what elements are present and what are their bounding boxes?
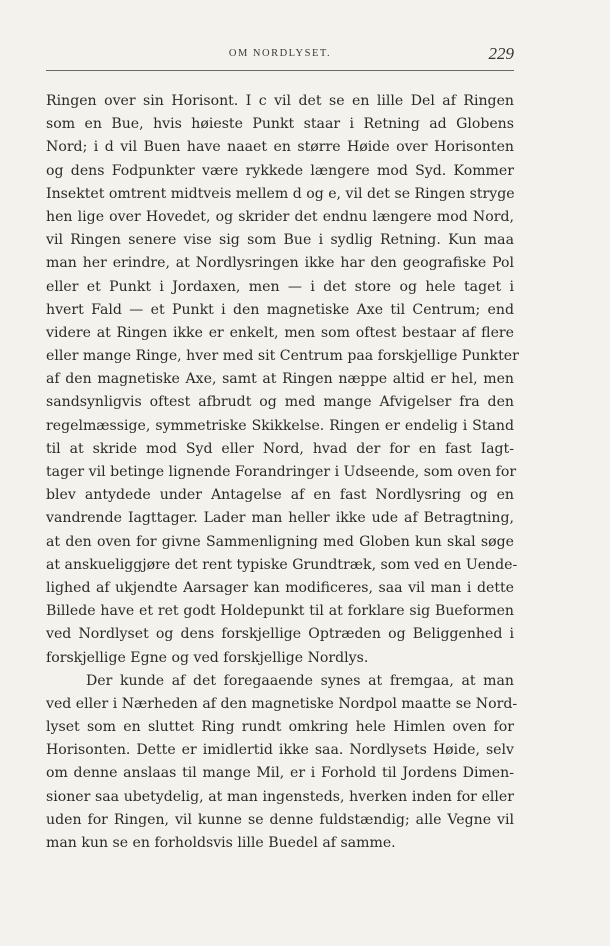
text-line: videre at Ringen ikke er enkelt, men som oftest bestaar af flere	[46, 324, 514, 341]
text-line: ved eller i Nærheden af den magnetiske Nordpol maatte se Nord-	[46, 695, 518, 712]
page-header	[46, 44, 514, 68]
text-line: eller et Punkt i Jordaxen, men — i det store og hele taget i	[46, 278, 514, 295]
text-line: til at skride mod Syd eller Nord, hvad der for en fast Iagt-	[46, 440, 514, 457]
text-line: hen lige over Hovedet, og skrider det endnu længere mod Nord,	[46, 208, 514, 225]
text-line: blev antydede under Antagelse af en fast Nordlysring og en	[46, 487, 514, 504]
text-line: Insektet omtrent midtveis mellem d og e, vil det se Ringen stryge	[46, 185, 515, 202]
text-line: Ringen over sin Horisont. I c vil det se en lille Del af Ringen	[46, 93, 514, 109]
text-line: vandrende Iagttager. Lader man heller ikke ude af Betragtning,	[46, 510, 514, 527]
text-line: lyset som en sluttet Ring rundt omkring hele Himlen oven for	[46, 719, 514, 736]
text-line: tager vil betinge lignende Forandringer i Udseende, som oven for	[46, 464, 517, 480]
header-rule	[46, 70, 514, 71]
text-line: at den oven for givne Sammenligning med Globen kun skal søge	[46, 533, 514, 550]
text-line: som en Bue, hvis høieste Punkt staar i Retning ad Globens	[46, 116, 514, 133]
paragraph-end-line: man kun se en forholdsvis lille Buedel af samme.	[46, 835, 396, 851]
text-line: sandsynligvis oftest afbrudt og med mange Afvigelser fra den	[46, 394, 514, 411]
text-line: Horisonten. Dette er imidlertid ikke saa. Nordlysets Høide, selv	[46, 742, 514, 759]
text-line: lighed af ukjendte Aarsager kan modificeres, saa vil man i dette	[46, 579, 514, 596]
text-line: Nord; i d vil Buen have naaet en større Høide over Horisonten	[46, 139, 514, 156]
text-line: om denne anslaas til mange Mil, er i Forhold til Jordens Dimen-	[46, 765, 514, 782]
text-line: ved Nordlyset og dens forskjellige Optræden og Beliggenhed i	[46, 626, 514, 643]
text-line: vil Ringen senere vise sig som Bue i sydlig Retning. Kun maa	[46, 232, 514, 249]
page-number: 229	[488, 44, 514, 63]
text-line: regelmæssige, symmetriske Skikkelse. Ringen er endelig i Stand	[46, 417, 514, 434]
text-line: og dens Fodpunkter være rykkede længere mod Syd. Kommer	[46, 162, 514, 179]
text-line: Billede have et ret godt Holdepunkt til at forklare sig Bueformen	[46, 603, 514, 620]
text-line: sioner saa ubetydelig, at man ingensteds, hverken inden for eller	[46, 788, 514, 805]
text-line: at anskueliggjøre det rent typiske Grundtræk, som ved en Uende-	[46, 556, 518, 573]
text-line: uden for Ringen, vil kunne se denne fuldstændig; alle Vegne vil	[46, 811, 514, 828]
text-line: eller mange Ringe, hver med sit Centrum paa forskjellige Punkter	[46, 348, 519, 365]
running-title: OM NORDLYSET.	[228, 48, 332, 59]
text-line: man her erindre, at Nordlysringen ikke har den geografiske Pol	[46, 255, 514, 272]
text-line: af den magnetiske Axe, samt at Ringen næppe altid er hel, men	[46, 371, 514, 388]
text-line: hvert Fald — et Punkt i den magnetiske Axe til Centrum; end	[46, 301, 514, 318]
body-text	[46, 90, 519, 855]
paragraph-end-line: forskjellige Egne og ved forskjellige Nordlys.	[46, 649, 369, 666]
paragraph-start-line: Der kunde af det foregaaende synes at fremgaa, at man	[86, 672, 514, 689]
